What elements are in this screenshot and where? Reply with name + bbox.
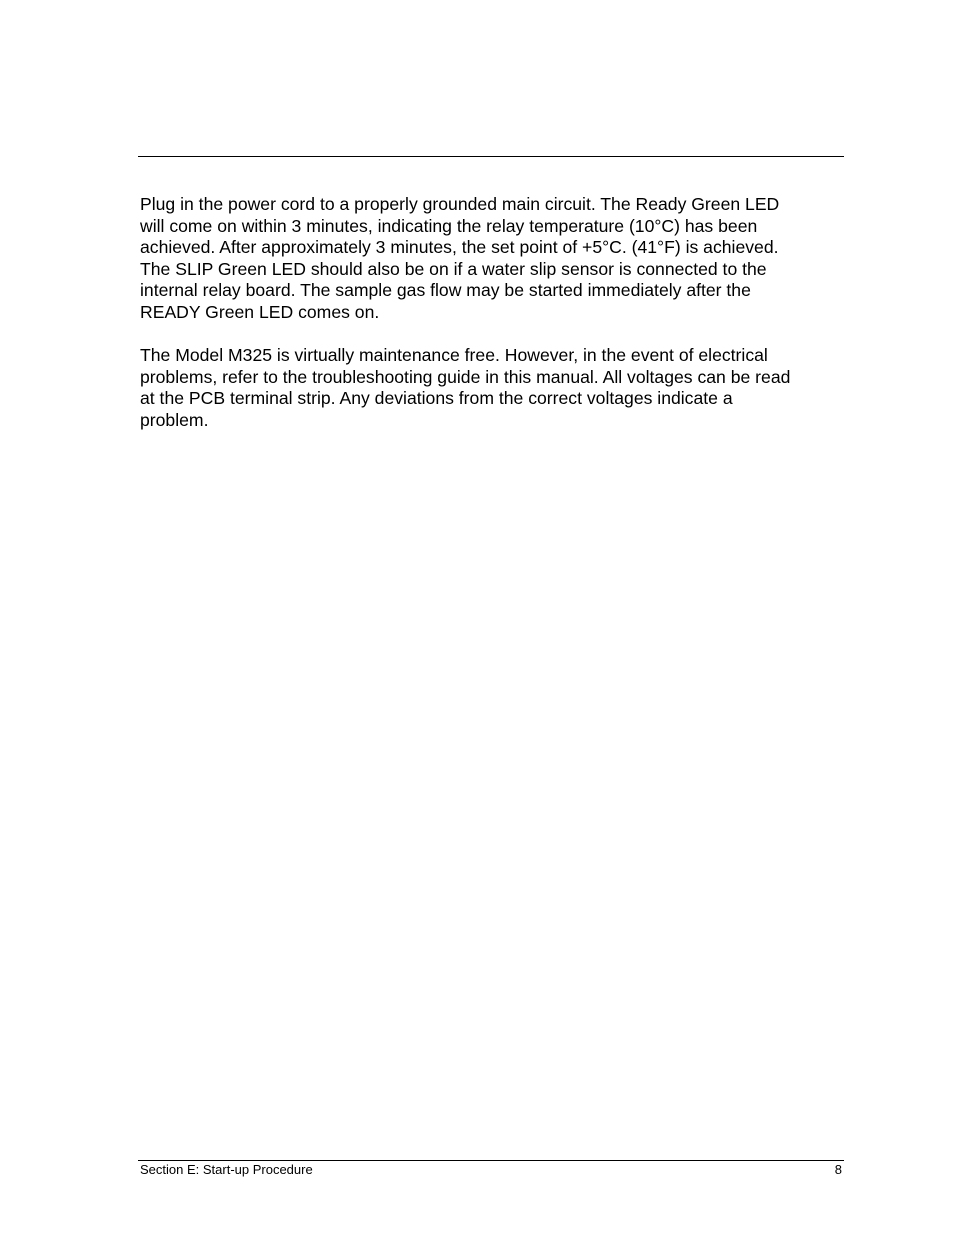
document-body bbox=[140, 194, 844, 432]
header-rule bbox=[138, 156, 844, 157]
footer-page-number: 8 bbox=[834, 1162, 842, 1177]
paragraph-maintenance: The Model M325 is virtually maintenance free. However, in the event of electrical problems, refer to the troubleshooting guide in this manual. All voltages can be read at the PCB terminal strip. Any deviations from the correct voltages indicate a problem. bbox=[140, 345, 791, 430]
footer-section-title: Section E: Start-up Procedure bbox=[140, 1162, 313, 1177]
footer-rule bbox=[138, 1160, 844, 1161]
paragraph-startup-leds: Plug in the power cord to a properly grounded main circuit. The Ready Green LED will come on within 3 minutes, indicating the relay temperature (10°C) has been achieved. After approximately 3 minutes, the set point of +5°C. (41°F) is achieved. The SLIP Green LED should also be on if a water slip sensor is connected to the internal relay board. The sample gas flow may be started immediately after the READY Green LED comes on. bbox=[140, 194, 780, 322]
